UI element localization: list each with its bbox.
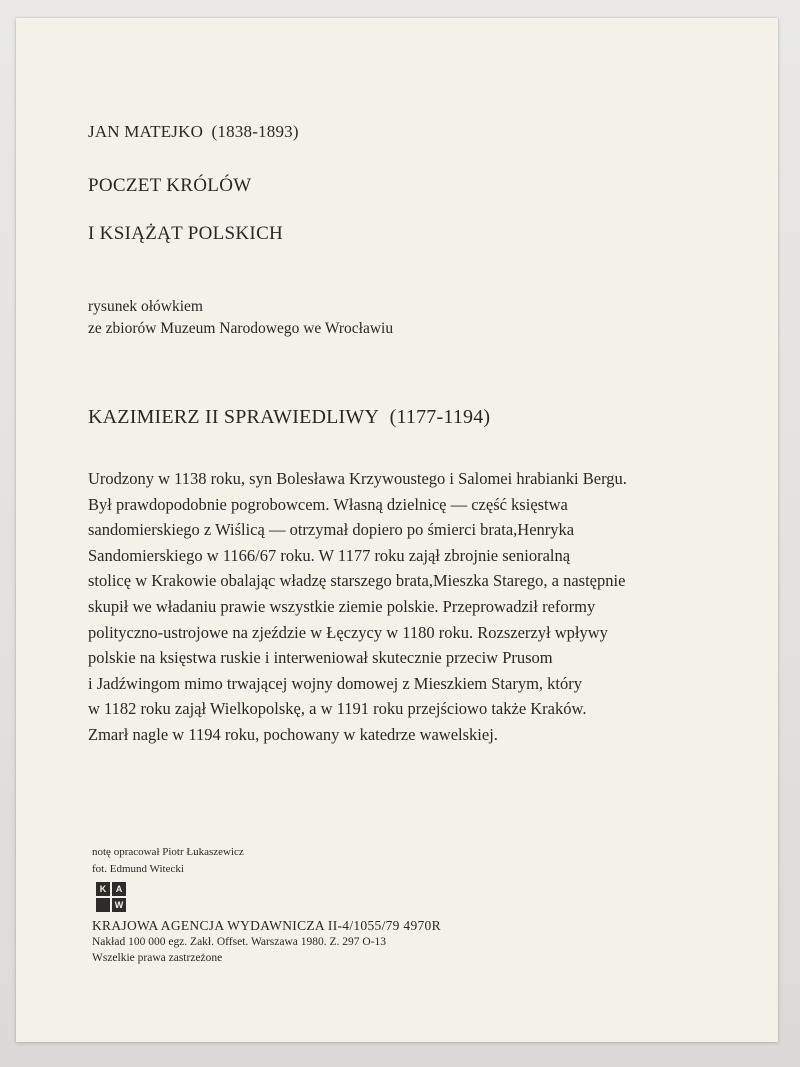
biography-line: Zmarł nagle w 1194 roku, pochowany w katedrze wawelskiej. <box>88 724 498 744</box>
publisher-logo <box>96 882 126 912</box>
technique-line2: ze zbiorów Muzeum Narodowego we Wrocławiu <box>88 320 394 337</box>
biography-text <box>88 466 708 748</box>
printed-card <box>16 18 778 1042</box>
biography-line: sandomierskiego z Wiślicą — otrzymał dopiero po śmierci brata,Henryka <box>88 520 575 540</box>
biography-line: Sandomierskiego w 1166/67 roku. W 1177 roku zajął zbrojnie senioralną <box>88 545 571 565</box>
ruler-name: KAZIMIERZ II SPRAWIEDLIWY <box>88 406 379 428</box>
ruler-reign: (1177-1194) <box>389 406 491 428</box>
author-name: JAN MATEJKO <box>88 122 204 141</box>
publisher-info <box>92 918 441 966</box>
biography-line: stolicę w Krakowie obalając władzę starszego brata,Mieszka Starego, a następnie <box>88 571 626 591</box>
biography-line: i Jadźwingom mimo trwającej wojny domowej z Mieszkiem Starym, który <box>88 673 582 693</box>
author-heading <box>88 122 299 142</box>
logo-cell: W <box>112 898 126 912</box>
note-author-credit: notę opracował Piotr Łukaszewicz <box>92 846 244 858</box>
publisher-name: KRAJOWA AGENCJA WYDAWNICZA II-4/1055/79 4970R <box>92 918 441 933</box>
series-title-line2: I KSIĄŻĄT POLSKICH <box>88 223 284 244</box>
series-title-line1: POCZET KRÓLÓW <box>88 175 252 196</box>
biography-line: Był prawdopodobnie pogrobowcem. Własną dzielnicę — część księstwa <box>88 494 568 514</box>
logo-cell <box>96 898 110 912</box>
ruler-heading <box>88 406 490 429</box>
biography-line: skupił we władaniu prawie wszystkie ziemie polskie. Przeprowadził reformy <box>88 596 596 616</box>
print-info: Nakład 100 000 egz. Zakł. Offset. Warszawa 1980. Z. 297 O-13 <box>92 936 387 948</box>
credits <box>92 844 244 878</box>
author-dates: (1838-1893) <box>211 122 299 141</box>
logo-cell: A <box>112 882 126 896</box>
biography-line: Urodzony w 1138 roku, syn Bolesława Krzywoustego i Salomei hrabianki Bergu. <box>88 469 627 488</box>
logo-cell: K <box>96 882 110 896</box>
biography-line: polityczno-ustrojowe na zjeździe w Łęczycy w 1180 roku. Rozszerzył wpływy <box>88 622 608 642</box>
biography-line: polskie na księstwa ruskie i interweniował skutecznie przeciw Prusom <box>88 648 553 668</box>
technique-line1: rysunek ołówkiem <box>88 298 203 315</box>
photo-credit: fot. Edmund Witecki <box>92 863 184 875</box>
rights-notice: Wszelkie prawa zastrzeżone <box>92 952 223 964</box>
biography-line: w 1182 roku zajął Wielkopolskę, a w 1191 roku przejściowo także Kraków. <box>88 699 587 719</box>
